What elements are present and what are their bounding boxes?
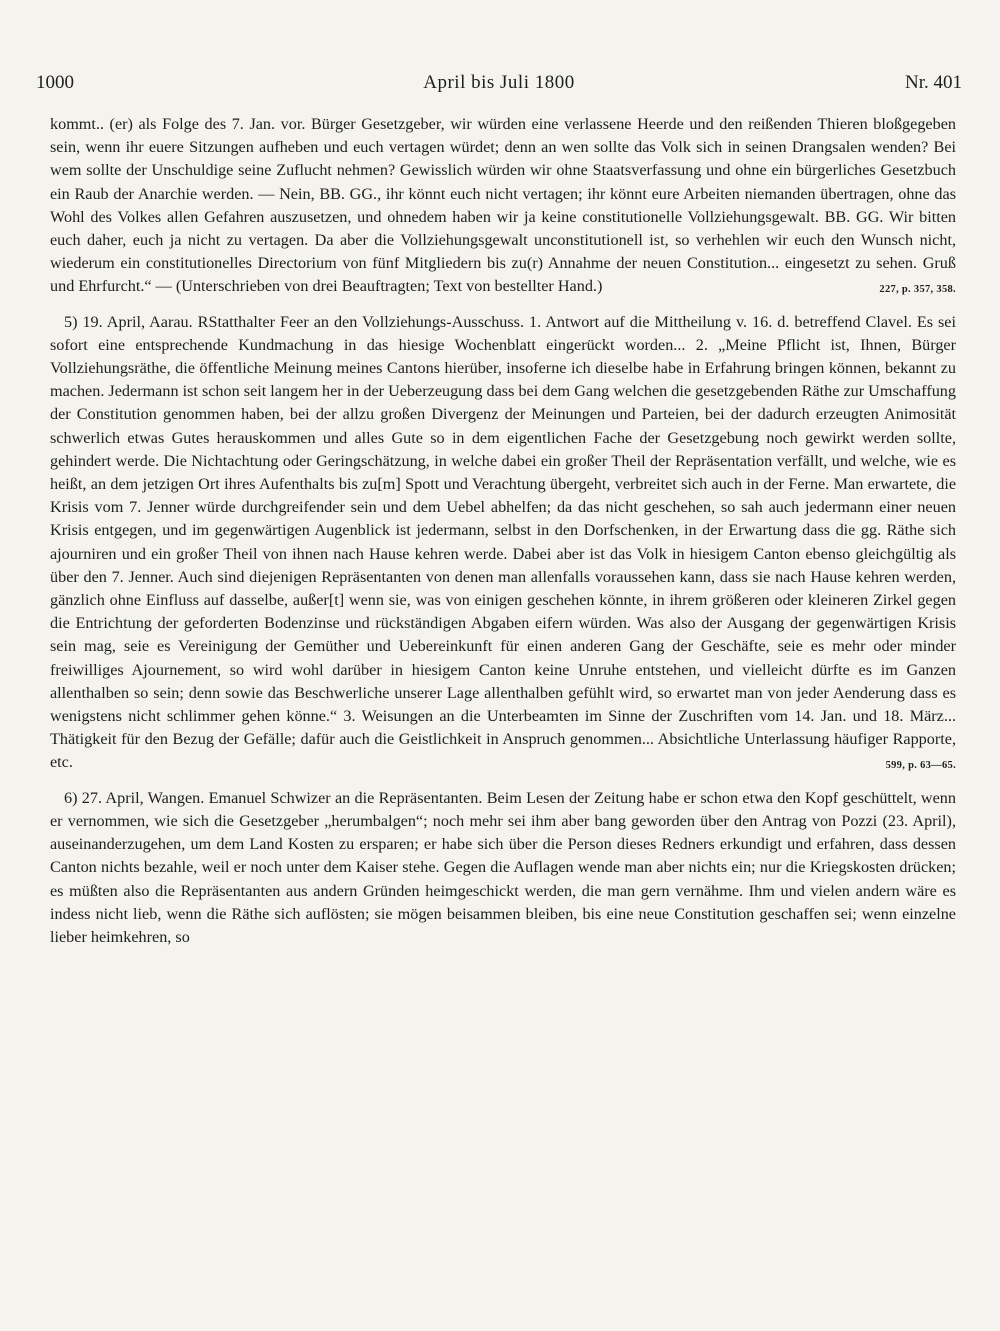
- source-reference: 599, p. 63—65.: [885, 760, 956, 772]
- paragraph-entry-5: [50, 311, 956, 775]
- paragraph-entry-6: [50, 787, 956, 949]
- source-reference: 227, p. 357, 358.: [879, 284, 956, 296]
- paragraph-text: 5) 19. April, Aarau. RStatthalter Feer an den Vollziehungs-Ausschuss. 1. Antwort auf die Mittheilung v. 16. d. betreffend Clavel. Es sei sofort eine entsprechende Kundmachung in das hiesige Wochenblatt eingerückt worden... 2. „Meine Pflicht ist, Ihnen, Bürger Vollziehungsräthe, die öffentliche Meinung meines Cantons hierüber, insoferne ich dieselbe habe in Erfahrung bringen können, bekannt zu machen. Jedermann ist schon seit langem her in der Ueberzeugung dass bei dem Gang welchen die gesetzgebenden Räthe zur Umschaffung der Constitution genommen haben, bei der allzu großen Divergenz der Meinungen und Parteien, bei der dadurch erzeugten Animosität schwerlich etwas Gutes herauskommen und alles Gute so in dem eigentlichen Fache der Gesetzgebung noch gewirkt werden sollte, gehindert werde. Die Nichtachtung oder Geringschätzung, in welche dabei ein großer Theil der Repräsentation verfällt, und welche, wie es heißt, an dem jetzigen Ort ihres Aufenthalts bis zu[m] Spott und Verachtung übergeht, verbreitet sich auch in der Ferne. Man erwartete, die Krisis vom 7. Jenner würde durchgreifender sein und dem Uebel abhelfen; da das nicht geschehen, so sah auch jedermann einer neuen Krisis entgegen, und im gegenwärtigen Augenblick ist jedermann, selbst in den Dorfschenken, in der Erwartung dass die gg. Räthe sich ajourniren und ein großer Theil von ihnen nach Hause kehren werde. Dabei aber ist das Volk in hiesigem Canton ebenso gleichgültig als über den 7. Jenner. Auch sind diejenigen Repräsentanten von denen man allenfalls voraussehen kann, dass sie nach Hause kehren werden, gänzlich ohne Einfluss auf dasselbe, außer[t] wenn sie, was von einigen geschehen könnte, in ihrem größeren oder kleineren Zirkel gegen die Entrichtung der geforderten Bodenzinse und rückständigen Abgaben eifern würden. Was also der Ausgang der gegenwärtigen Krisis sein mag, seie es Vereinigung der Gemüther und Uebereinkunft für einen anderen Gang der Geschäfte, seie es mehr oder minder freiwilliges Ajournement, so wird wohl darüber in hiesigem Canton keine Unruhe entstehen, und vielleicht dürfte es im Ganzen allenthalben so sein; denn sowie das Beschwerliche unserer Lage allenthalben gefühlt wird, so erwartet man von jeder Aenderung dass es wenigstens nicht schlimmer gehen könne.“ 3. Weisungen an die Unterbeamten im Sinne der Zuschriften vom 14. Jan. und 18. März... Thätigkeit für den Bezug der Gefälle; dafür auch die Geistlichkeit in Anspruch genommen... Absichtliche Unterlassung häufiger Rapporte, etc.: [50, 312, 956, 772]
- page-number: 1000: [36, 72, 74, 93]
- paragraph-continuation: [50, 113, 956, 299]
- paragraph-text: 6) 27. April, Wangen. Emanuel Schwizer an die Repräsentanten. Beim Lesen der Zeitung habe er schon etwa den Kopf geschüttelt, wenn er vernommen, wie sich die Gesetzgeber „herumbalgen“; noch mehr sei ihm aber bang geworden über den Antrag von Pozzi (23. April), auseinanderzugehen, um dem Land Kosten zu ersparen; er habe sich über die Person dieses Redners erkundigt und erfahren, dass dessen Canton nichts bezahle, weil er noch unter dem Kaiser stehe. Gegen die Auflagen wende man aber nichts ein; nur die Kriegskosten drücken; es müßten also die Repräsentanten aus andern Gründen heimgeschickt werden, die man gern vernähme. Ihm und vielen andern wäre es indess nicht lieb, wenn die Räthe sich auflösten; sie mögen beisammen bleiben, bis eine neue Constitution geschaffen sei; wenn einzelne lieber heimkehren, so: [50, 788, 956, 946]
- page-body: [50, 113, 956, 949]
- running-title: April bis Juli 1800: [423, 72, 575, 93]
- paragraph-text: kommt.. (er) als Folge des 7. Jan. vor. Bürger Gesetzgeber, wir würden eine verlassene Heerde und den reißenden Thieren bloßgegeben sein, wenn ihr euere Sitzungen aufheben und euch vertagen würdet; denn an wen sollte das Volk sich in seinen Drangsalen wenden? Bei wem sollte der Unschuldige seine Zuflucht nehmen? Gewisslich würden wir ohne Staatsverfassung und ohne ein bürgerliches Gesetzbuch ein Raub der Anarchie werden. — Nein, BB. GG., ihr könnt euch nicht vertagen; ihr könnt eure Arbeiten niemanden übertragen, ohne das Wohl des Volkes allen Gefahren auszusetzen, und ohnedem haben wir ja keine constitutionelle Vollziehungsgewalt. BB. GG. Wir bitten euch daher, euch ja nicht zu vertagen. Da aber die Vollziehungsgewalt unconstitutionell ist, so verhehlen wir euch den Wunsch nicht, wiederum ein constitutionelles Directorium von fünf Mitgliedern bis zu(r) Annahme der neuen Constitution... eingesetzt zu sehen. Gruß und Ehrfurcht.“ — (Unterschrieben von drei Beauftragten; Text von bestellter Hand.): [50, 115, 956, 296]
- page-header: [36, 72, 962, 100]
- document-number: Nr. 401: [905, 72, 962, 93]
